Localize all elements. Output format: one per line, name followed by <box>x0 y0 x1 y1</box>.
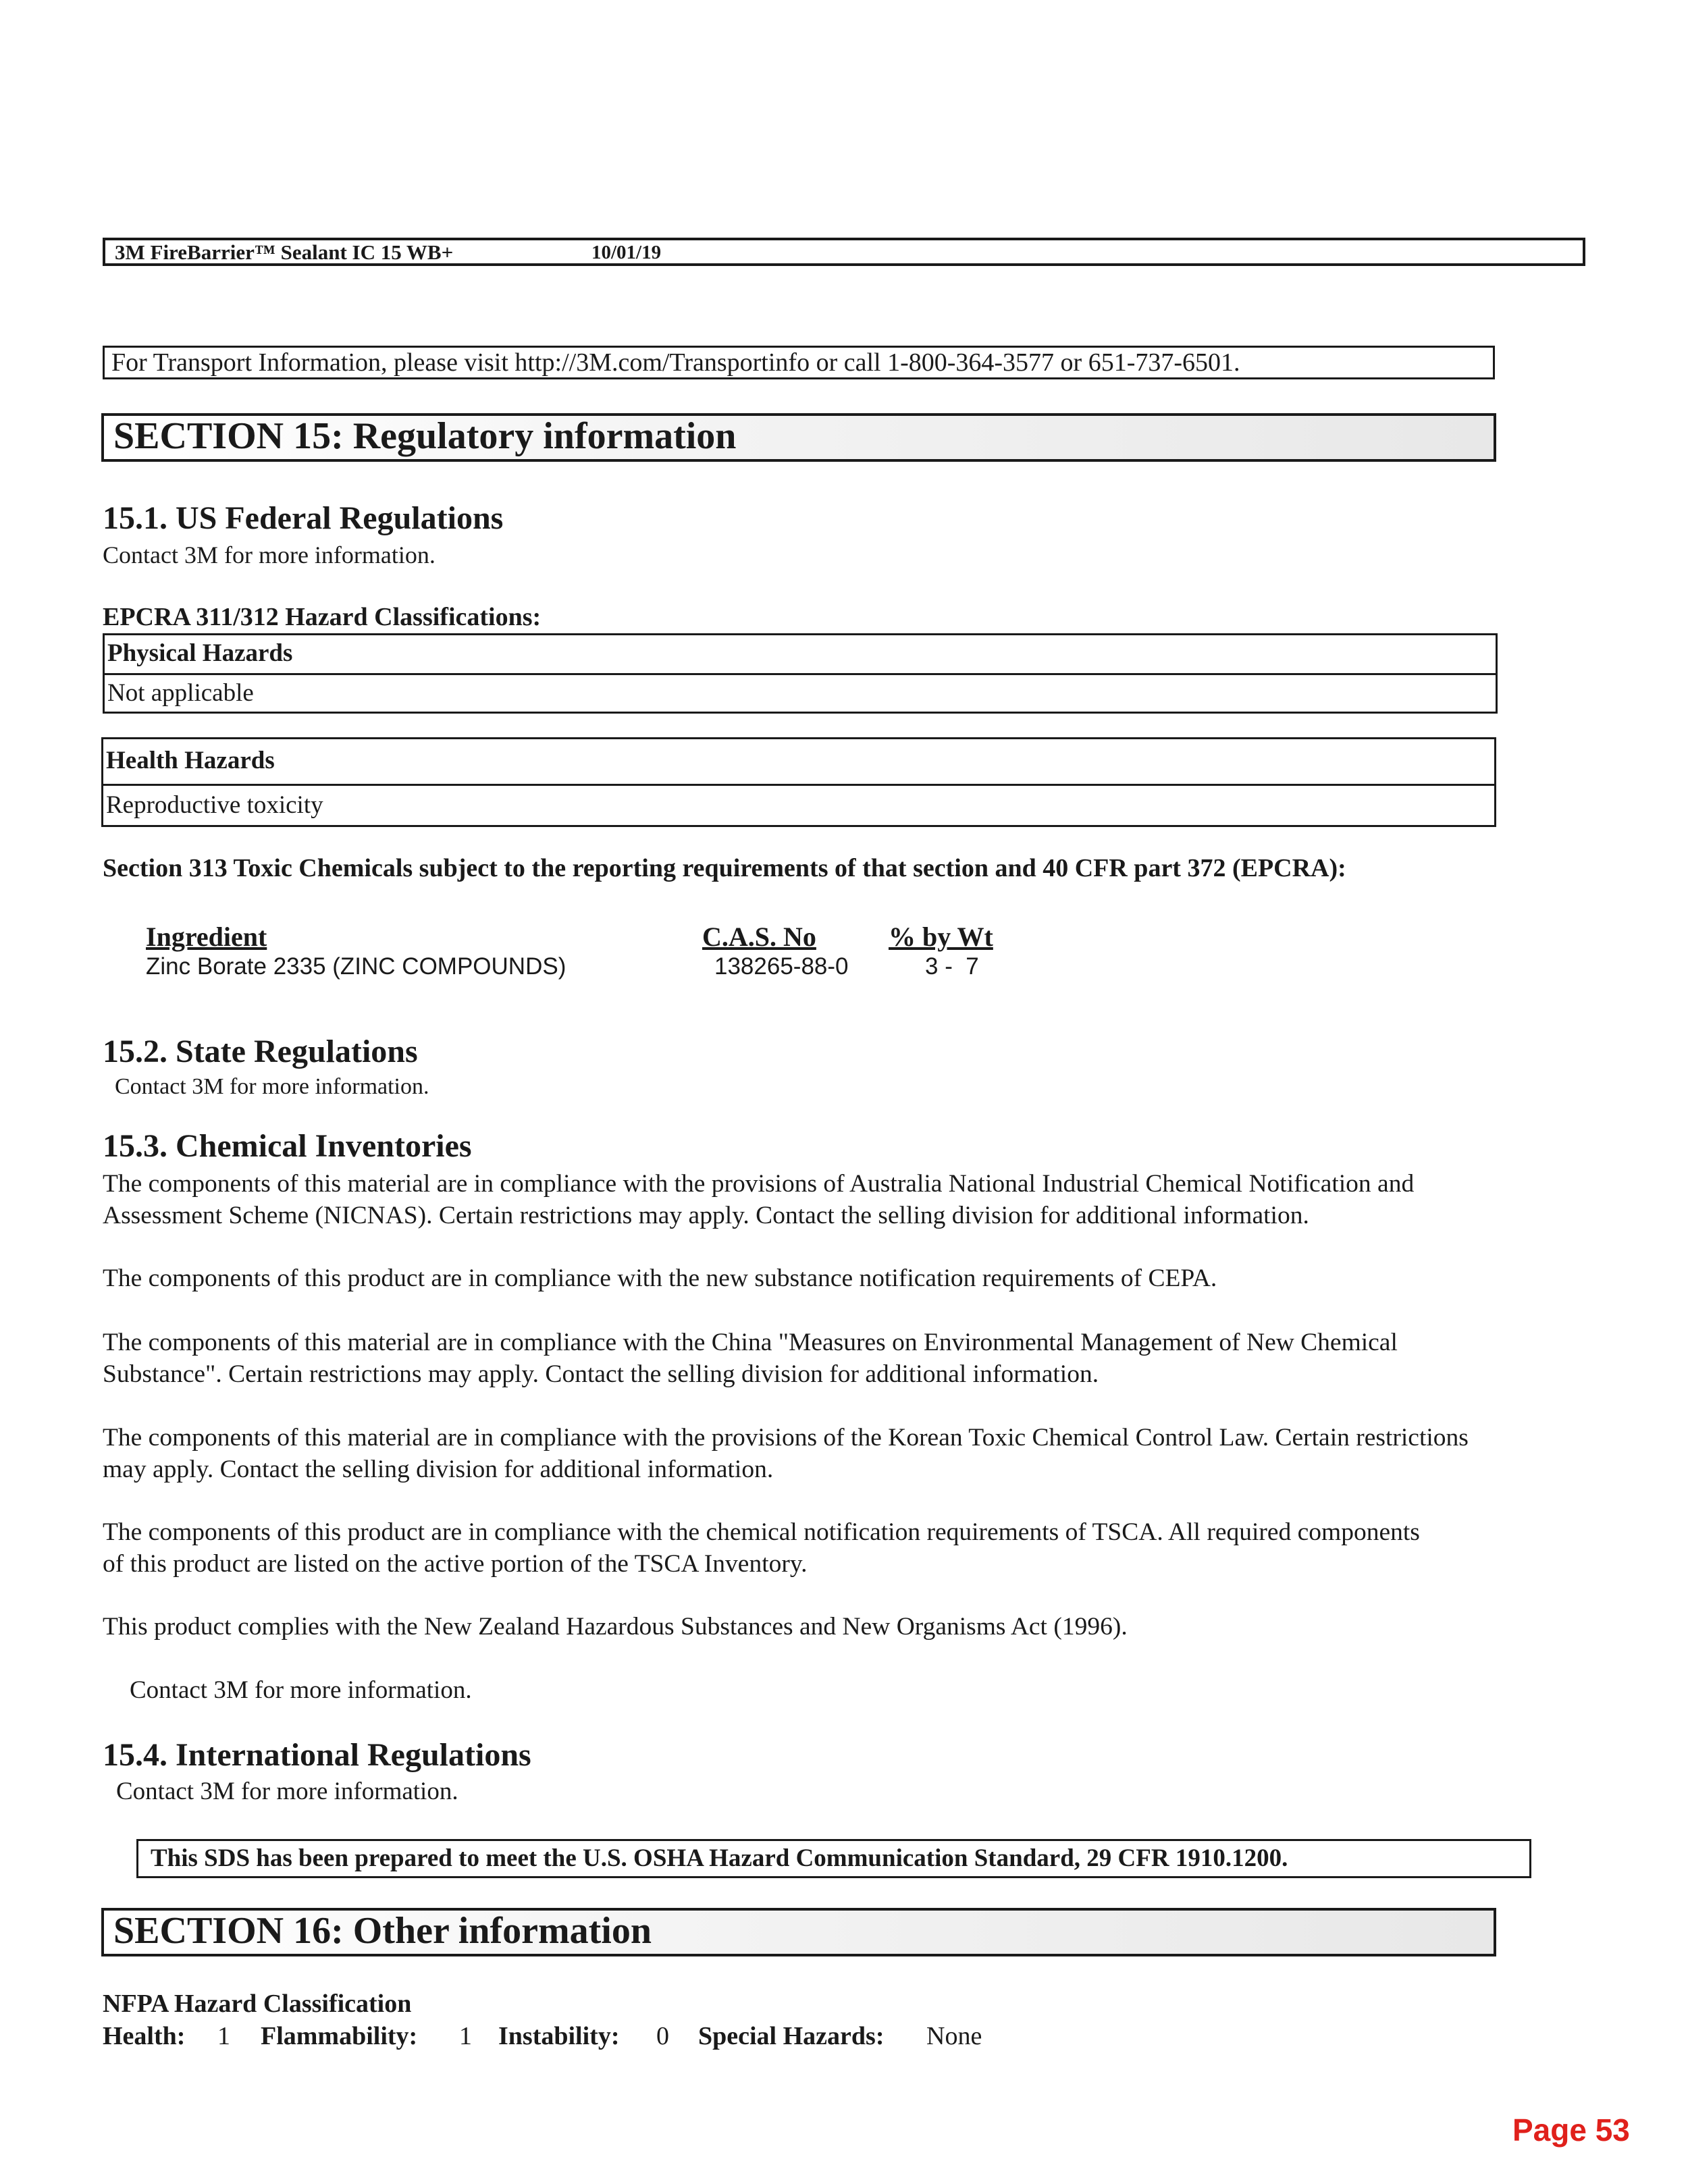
transport-note: For Transport Information, please visit http://3M.com/Transportinfo or call 1-800-364-3577 or 651-737-6501. <box>103 346 1495 379</box>
ingredient-cas: 138265-88-0 <box>714 953 849 980</box>
epcra-label: EPCRA 311/312 Hazard Classifications: <box>103 603 542 631</box>
nfpa-instability-value: 0 <box>656 2022 669 2050</box>
health-hazards-table <box>101 737 1496 828</box>
physical-hazards-table <box>103 633 1498 714</box>
heading-15-3: 15.3. Chemical Inventories <box>103 1128 472 1164</box>
health-hazards-value: Reproductive toxicity <box>101 784 1496 827</box>
us-federal-contact: Contact 3M for more information. <box>103 541 436 568</box>
nfpa-flammability-label: Flammability: <box>261 2022 418 2050</box>
nfpa-instability-label: Instability: <box>498 2022 620 2050</box>
nfpa-health-value: 1 <box>217 2022 230 2050</box>
section-15-title: SECTION 15: Regulatory information <box>101 413 1496 462</box>
weight-column-header: % by Wt <box>889 922 993 952</box>
inventory-paragraph-australia: The components of this material are in compliance with the provisions of Australia National Industrial Chemical Notification and Assessment Scheme (NICNAS). Certain restrictions may apply. Contact the selling division for additional information. <box>103 1170 1415 1229</box>
nfpa-heading: NFPA Hazard Classification <box>103 1990 412 2018</box>
section-16-title: SECTION 16: Other information <box>101 1908 1496 1956</box>
page-number: Page 53 <box>1512 2112 1630 2148</box>
inventory-paragraph-china: The components of this material are in compliance with the China "Measures on Environmental Management of New Chemical Substance". Certain restrictions may apply. Contact the selling division for additional information. <box>103 1329 1398 1388</box>
health-hazards-header: Health Hazards <box>101 737 1496 786</box>
physical-hazards-header: Physical Hazards <box>103 633 1498 675</box>
nfpa-flammability-value: 1 <box>459 2022 472 2050</box>
inventory-paragraph-tsca: The components of this product are in compliance with the chemical notification requirements of TSCA. All required components of this product are listed on the active portion of the TSCA Inventory. <box>103 1518 1420 1578</box>
ingredient-column-header: Ingredient <box>146 922 267 952</box>
revision-date: 10/01/19 <box>591 242 662 263</box>
heading-15-2: 15.2. State Regulations <box>103 1034 418 1069</box>
inventory-paragraph-new-zealand: This product complies with the New Zealand Hazardous Substances and New Organisms Act (1996). <box>103 1613 1128 1641</box>
international-regulations-contact: Contact 3M for more information. <box>116 1778 458 1805</box>
nfpa-health-label: Health: <box>103 2022 186 2050</box>
ingredient-name: Zinc Borate 2335 (ZINC COMPOUNDS) <box>146 953 566 980</box>
inventories-contact: Contact 3M for more information. <box>130 1676 472 1704</box>
heading-15-4: 15.4. International Regulations <box>103 1737 531 1773</box>
section-313-text: Section 313 Toxic Chemicals subject to the reporting requirements of that section and 40 CFR part 372 (EPCRA): <box>103 854 1346 882</box>
physical-hazards-value: Not applicable <box>103 673 1498 714</box>
nfpa-special-label: Special Hazards: <box>698 2022 885 2050</box>
product-name: 3M FireBarrier™ Sealant IC 15 WB+ <box>115 240 454 264</box>
heading-15-1: 15.1. US Federal Regulations <box>103 500 504 536</box>
ingredient-weight: 3 - 7 <box>925 953 979 980</box>
cas-column-header: C.A.S. No <box>702 922 816 952</box>
inventory-paragraph-cepa: The components of this product are in compliance with the new substance notification requirements of CEPA. <box>103 1264 1217 1292</box>
nfpa-special-value: None <box>926 2022 982 2050</box>
inventory-paragraph-korea: The components of this material are in compliance with the provisions of the Korean Toxic Chemical Control Law. Certain restrictions may apply. Contact the selling division for additional information. <box>103 1424 1469 1483</box>
state-regulations-contact: Contact 3M for more information. <box>115 1074 429 1099</box>
osha-note: This SDS has been prepared to meet the U.S. OSHA Hazard Communication Standard, 29 CFR 1910.1200. <box>136 1839 1531 1878</box>
document-header-bar <box>103 238 1585 266</box>
